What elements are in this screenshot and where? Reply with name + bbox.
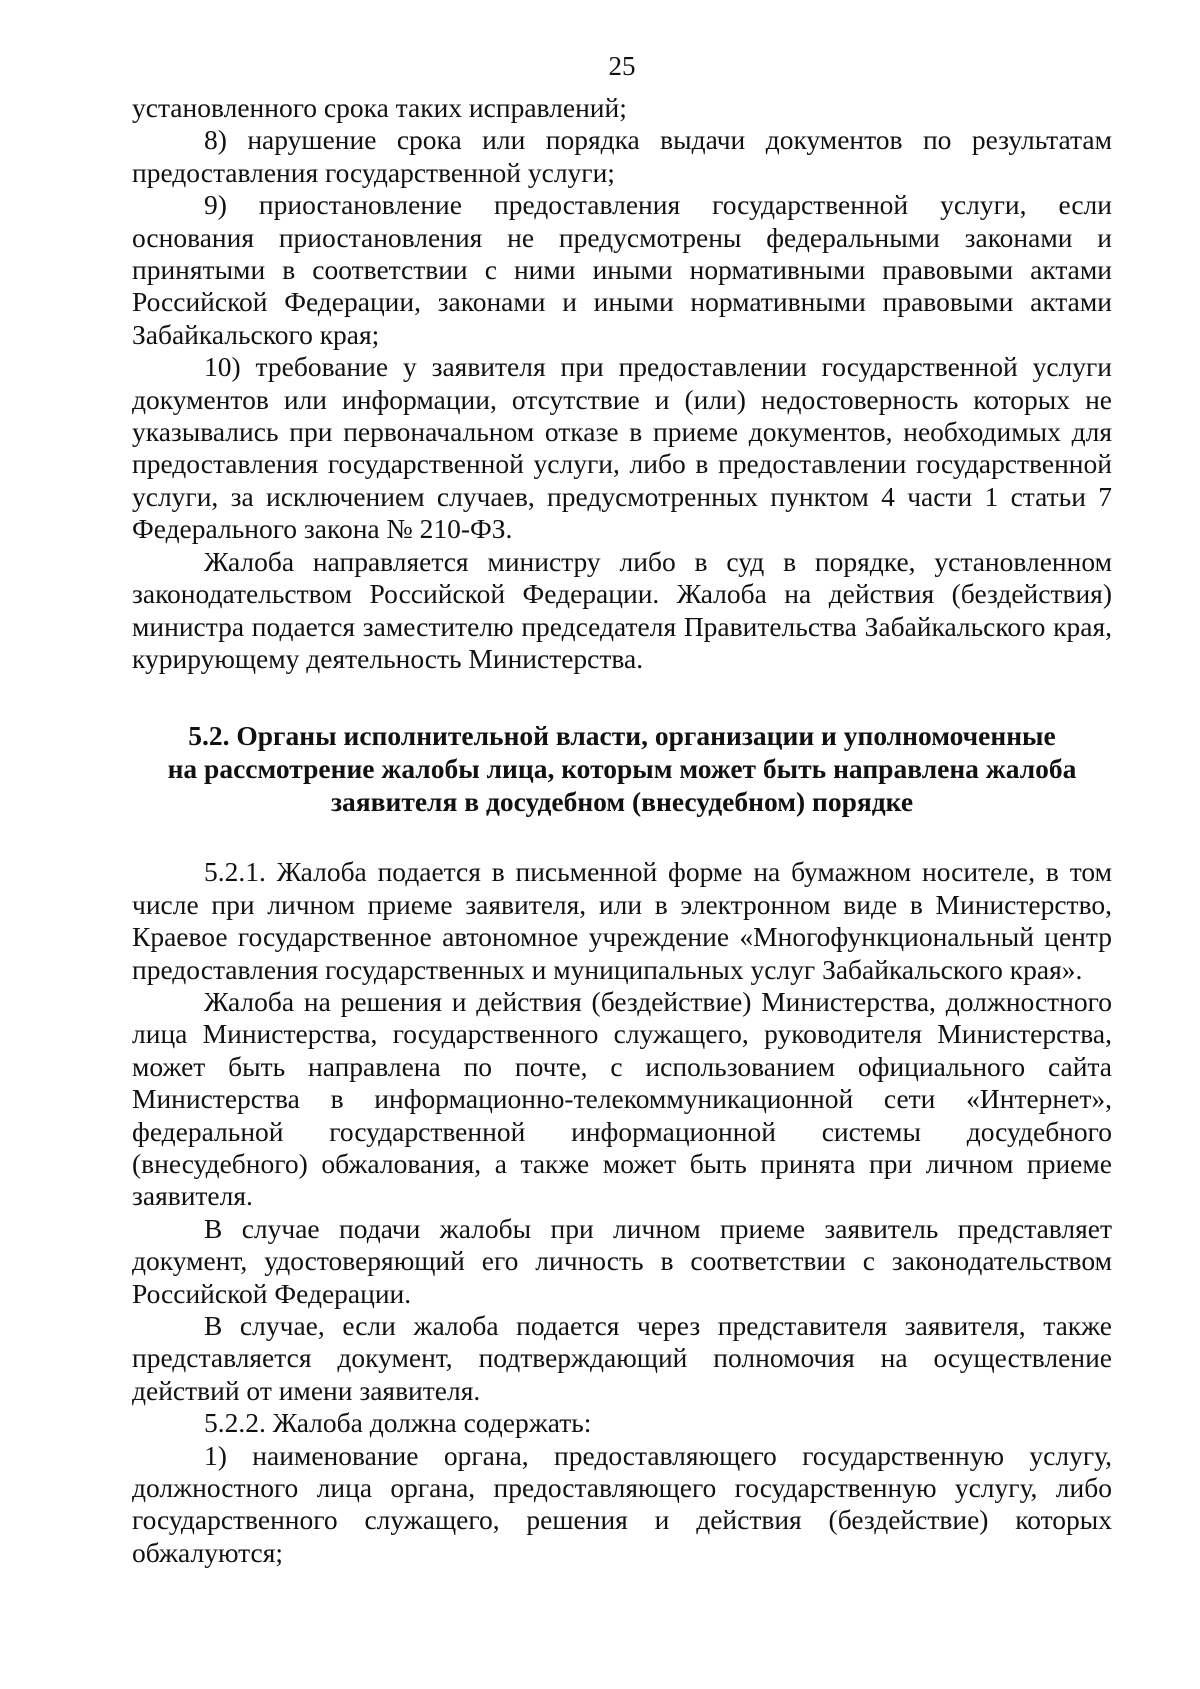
list-item-8: 8) нарушение срока или порядка выдачи документов по результатам предоставления государственной услуги; [132,124,1112,188]
paragraph-5-2-1: 5.2.1. Жалоба подается в письменной форме на бумажном носителе, в том числе при личном приеме заявителя, или в электронном виде в Министерство, Краевое государственное автономное учреждение «Многофункциональный центр предоставления государственных и муниципальных услуг Забайкальского края». [132,856,1112,985]
section-heading-5-2 [132,719,1112,818]
paragraph-complaint-direction: Жалоба направляется министру либо в суд в порядке, установленном законодательством Российской Федерации. Жалоба на действия (бездействия) министра подается заместителю председателя Правительства Забайкальского края, курирующему деятельность Министерства. [132,545,1112,674]
list-item-9: 9) приостановление предоставления государственной услуги, если основания приостановления не предусмотрены федеральными законами и принятыми в соответствии с ними иными нормативными правовыми актами Российской Федерации, законами и иными нормативными правовыми актами Забайкальского края; [132,189,1112,350]
heading-line-2: на рассмотрение жалобы лица, которым может быть направлена жалоба [167,753,1077,785]
list-item-1: 1) наименование органа, предоставляющего государственную услугу, должностного лица органа, предоставляющего государственную услугу, либо государственного служащего, решения и действия (бездействие) которых обжалуются; [132,1439,1112,1568]
paragraph-representative: В случае, если жалоба подается через представителя заявителя, также представляется документ, подтверждающий полномочия на осуществление действий от имени заявителя. [132,1310,1112,1406]
list-item-10: 10) требование у заявителя при предоставлении государственной услуги документов или информации, отсутствие и (или) недостоверность которых не указывались при первоначальном отказе в приеме документов, необходимых для предоставления государственной услуги, либо в предоставлении государственной услуги, за исключением случаев, предусмотренных пунктом 4 части 1 статьи 7 Федерального закона № 210-ФЗ. [132,351,1112,545]
paragraph-personal-reception: В случае подачи жалобы при личном приеме заявитель представляет документ, удостоверяющий его личность в соответствии с законодательством Российской Федерации. [132,1212,1112,1309]
paragraph-5-2-2: 5.2.2. Жалоба должна содержать: [204,1407,592,1439]
heading-line-1: 5.2. Органы исполнительной власти, организации и уполномоченные [188,720,1056,752]
document-page [132,48,1112,1569]
paragraph-complaint-channels: Жалоба на решения и действия (бездействие) Министерства, должностного лица Министерства, государственного служащего, руководителя Министерства, может быть направлена по почте, с использованием официального сайта Министерства в информационно-телекоммуникационной сети «Интернет», федеральной государственной информационной системы досудебного (внесудебного) обжалования, а также может быть принята при личном приеме заявителя. [132,985,1112,1212]
heading-line-3: заявителя в досудебном (внесудебном) порядке [330,786,914,818]
page-number: 25 [608,51,636,81]
paragraph-continuation: установленного срока таких исправлений; [132,92,627,123]
